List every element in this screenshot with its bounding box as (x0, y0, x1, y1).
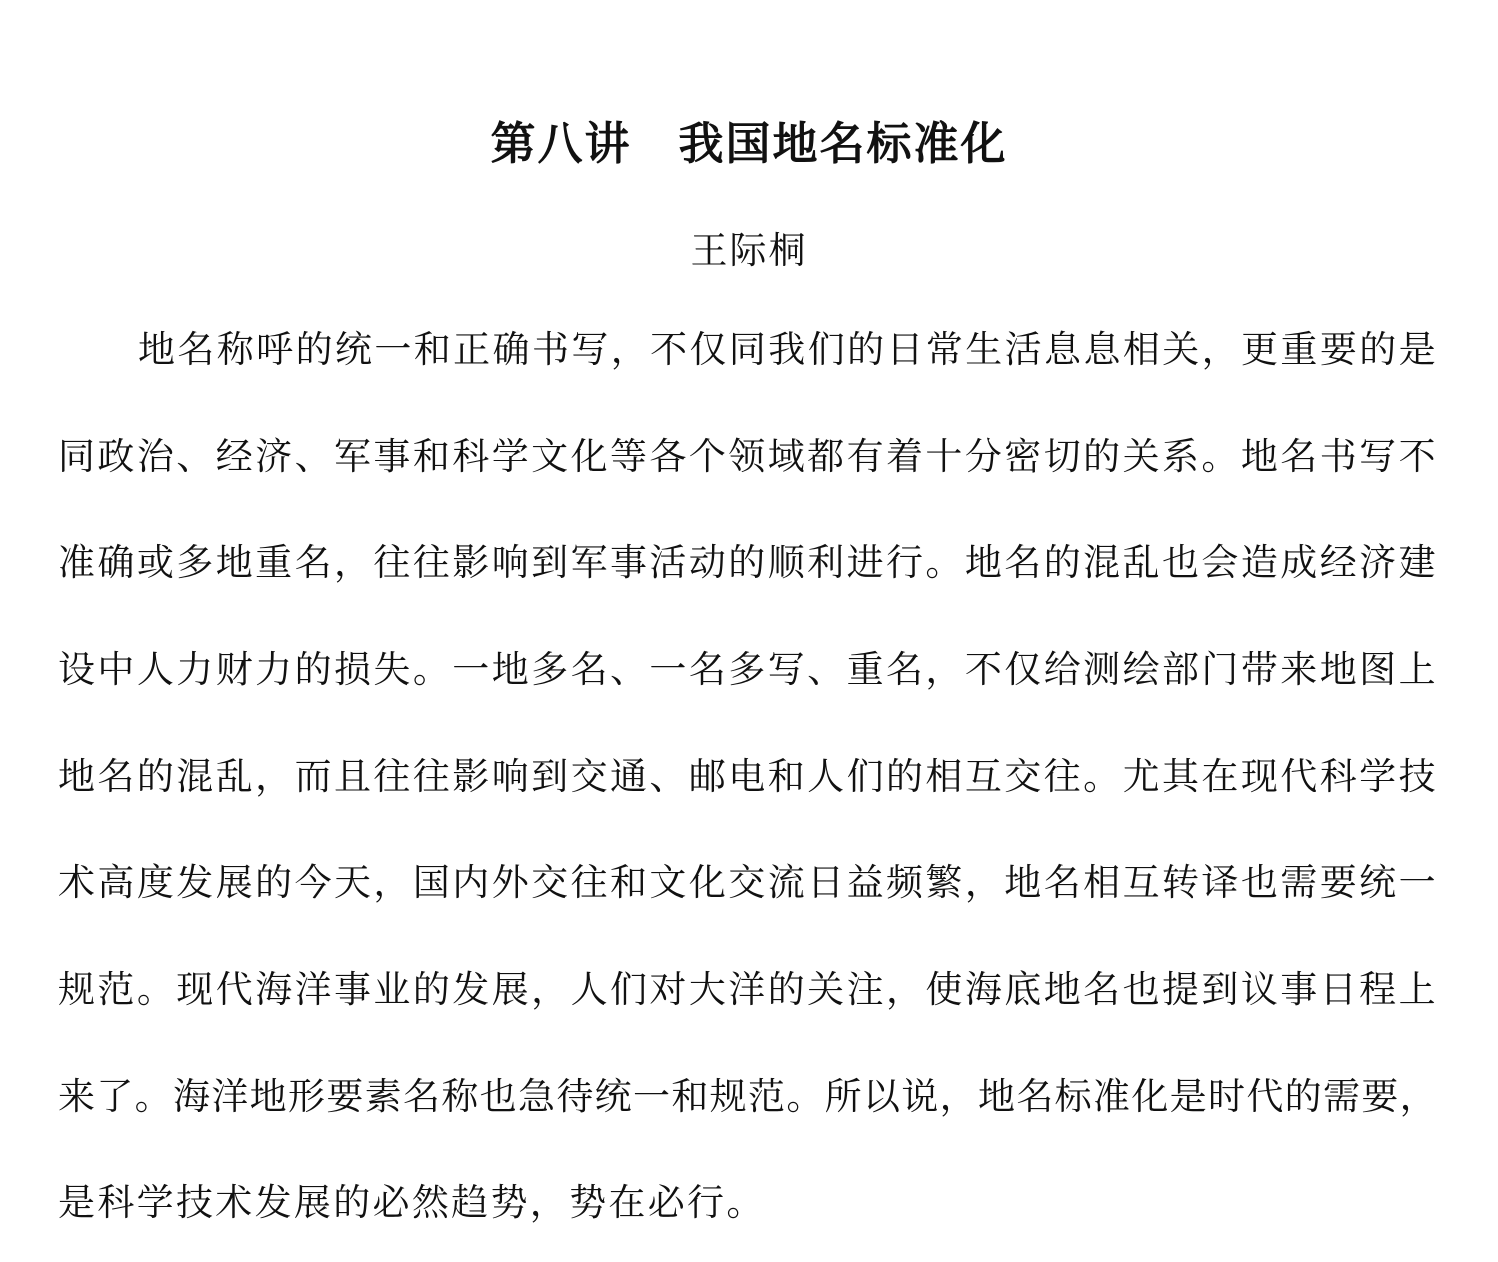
document-author: 王际桐 (690, 229, 808, 272)
paragraph-line: 地 名 称 呼 的 统 一 和 正 确 书 写 ， 不 仅 同 我 们 的 日 常 生 活 息 息 相 关 ， 更 重 要 的 是 (138, 328, 1436, 371)
paragraph-line: 同 政 治 、 经 济 、 军 事 和 科 学 文 化 等 各 个 领 域 都 有 着 十 分 密 切 的 关 系 。 地 名 书 写 不 (58, 435, 1436, 478)
paragraph-line: 来 了 。 海 洋 地 形 要 素 名 称 也 急 待 统 一 和 规 范 。 所 以 说 ， 地 名 标 准 化 是 时 代 的 需 要 ， (58, 1075, 1437, 1118)
paragraph-line: 地 名 的 混 乱 ， 而 且 往 往 影 响 到 交 通 、 邮 电 和 人 们 的 相 互 交 往 。 尤 其 在 现 代 科 学 技 (58, 755, 1436, 798)
document-title: 第八讲 我国地名标准化 (490, 117, 1008, 170)
paragraph-line: 规 范 。 现 代 海 洋 事 业 的 发 展 ， 人 们 对 大 洋 的 关 注 ， 使 海 底 地 名 也 提 到 议 事 日 程 上 (58, 968, 1436, 1011)
document-page: 第八讲 我国地名标准化 王际桐 地 名 称 呼 的 统 一 和 正 确 书 写 ， 不 仅 同 我 们 的 日 常 生 活 息 息 相 关 ， 更 重 要 的 是 同 政 治 、 经 济 、 军 事 和 科 学 文 化 等 各 个 领 域 都 有 着 十 分 密 切 的 关 系 。 地 名 书 写 不 准 确 或 多 地 重 名 ， 往 往 影 响 到 军 事 活 动 的 顺 利 进 行 。 地 名 的 混 乱 也 会 造 成 经 济 建 设 中 人 力 财 力 的 损 失 。 一 地 多 名 、 一 名 多 写 、 重 名 ， 不 仅 给 测 绘 部 门 带 来 地 图 上 地 名 的 混 乱 ， 而 且 往 往 影 响 到 交 通 、 邮 电 和 人 们 的 相 互 交 往 。 尤 其 在 现 代 科 学 技 术 高 度 发 展 的 今 天 ， 国 内 外 交 往 和 文 化 交 流 日 益 频 繁 ， 地 名 相 互 转 译 也 需 要 统 一 规 范 。 现 代 海 洋 事 业 的 发 展 ， 人 们 对 大 洋 的 关 注 ， 使 海 底 地 名 也 提 到 议 事 日 程 上 来 了 。 海 洋 地 形 要 素 名 称 也 急 待 统 一 和 规 范 。 所 以 说 ， 地 名 标 准 化 是 时 代 的 需 要 ， 是 科 学 技 术 发 展 的 必 然 趋 势 ， 势 在 必 行 。 (0, 0, 1498, 1262)
paragraph-line: 术 高 度 发 展 的 今 天 ， 国 内 外 交 往 和 文 化 交 流 日 益 频 繁 ， 地 名 相 互 转 译 也 需 要 统 一 (58, 861, 1436, 904)
paragraph-line: 准 确 或 多 地 重 名 ， 往 往 影 响 到 军 事 活 动 的 顺 利 进 行 。 地 名 的 混 乱 也 会 造 成 经 济 建 (58, 541, 1436, 584)
paragraph-line: 设 中 人 力 财 力 的 损 失 。 一 地 多 名 、 一 名 多 写 、 重 名 ， 不 仅 给 测 绘 部 门 带 来 地 图 上 (58, 648, 1436, 691)
